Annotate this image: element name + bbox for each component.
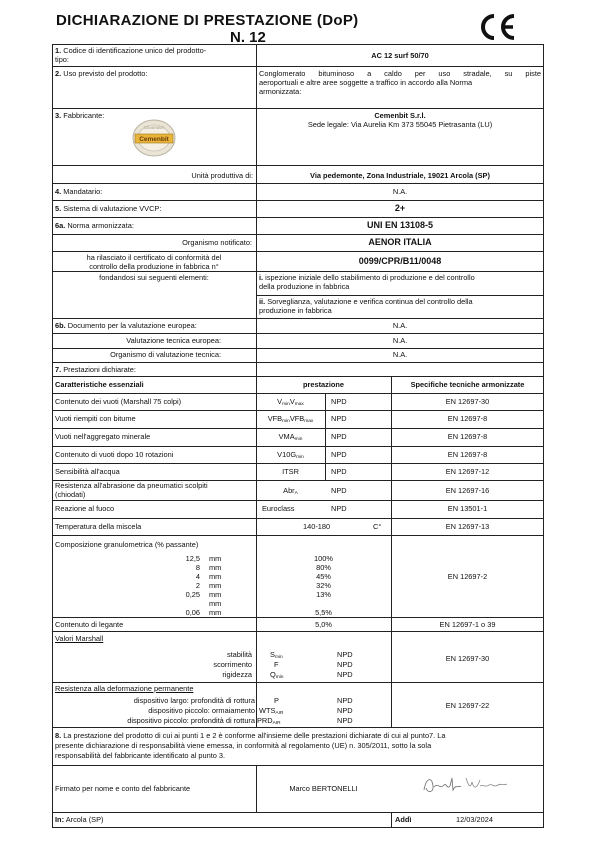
intended-use-line2: aeroportuali e altre aree soggette a traffico in accordo alla Norma xyxy=(259,78,473,87)
manufacturer-name: Cemenbit S.r.l. xyxy=(374,111,426,120)
mandatary-value: N.A. xyxy=(392,187,408,196)
marshall-label: stabilità xyxy=(226,650,252,659)
tab-label: Organismo di valutazione tecnica: xyxy=(110,350,221,359)
notified-body-value: AENOR ITALIA xyxy=(368,237,432,247)
char-value: NPD xyxy=(331,450,347,459)
sieve-unit: mm xyxy=(209,554,222,563)
s3-label: 3. Fabbricante: xyxy=(55,111,105,120)
char-value: NPD xyxy=(331,432,347,441)
char-symbol: $V10G_{min}$ xyxy=(277,450,304,460)
char-value: 140-180 xyxy=(303,522,331,531)
harmonized-standard-value: UNI EN 13108-5 xyxy=(366,220,434,230)
sieve-unit: mm xyxy=(209,563,222,572)
char-name: Vuoti nell'aggregato minerale xyxy=(55,432,151,441)
grading-spec: EN 12697-2 xyxy=(447,572,488,581)
tab-value: N.A. xyxy=(392,350,408,359)
sieve-size: 0,25 xyxy=(185,590,200,599)
svg-text:Cemenbit: Cemenbit xyxy=(139,136,169,143)
marshall-label: scorrimento xyxy=(213,660,252,669)
deformation-symbol: P xyxy=(274,696,279,705)
sieve-unit: mm xyxy=(209,572,222,581)
s8-statement-line3: responsabilità del fabbricante identificato al punto 3. xyxy=(55,751,226,760)
char-spec: EN 12697-8 xyxy=(447,432,488,441)
passing-value: 100% xyxy=(314,554,333,563)
marshall-value: NPD xyxy=(337,660,353,669)
s6b-label: 6b. Documento per la valutazione europea: xyxy=(55,321,197,330)
char-spec: EN 13501-1 xyxy=(447,504,488,513)
char-symbol: Euroclass xyxy=(262,504,295,513)
basis-item-ii-cont: produzione in fabbrica xyxy=(259,306,332,315)
sieve-unit: mm xyxy=(209,590,222,599)
char-spec: EN 12697-12 xyxy=(445,467,490,476)
sieve-unit: mm xyxy=(209,599,222,608)
char-value: NPD xyxy=(331,467,347,476)
marshall-symbol: $Q_{min}$ xyxy=(270,670,284,680)
marshall-title: Valori Marshall xyxy=(55,634,104,643)
sieve-size: 2 xyxy=(195,581,200,590)
char-symbol: $VFB_{min}VFB_{max}$ xyxy=(267,414,314,424)
signatory-name: Marco BERTONELLI xyxy=(289,784,358,793)
sieve-size: 0,06 xyxy=(185,608,200,617)
s2-label: 2. Uso previsto del prodotto: xyxy=(55,69,148,78)
char-symbol: Abr$_A$ xyxy=(283,486,298,496)
column-header-characteristics: Caratteristiche essenziali xyxy=(55,380,144,389)
cemenbit-logo-icon xyxy=(132,119,176,162)
passing-value: 80% xyxy=(316,563,331,572)
s6a-label: 6a. Norma armonizzata: xyxy=(55,221,134,230)
marshall-symbol: F xyxy=(274,660,279,669)
binder-value: 5,0% xyxy=(315,620,332,629)
deformation-symbol: $PRD_{AIR}$ xyxy=(257,716,281,726)
passing-value: 45% xyxy=(316,572,331,581)
deformation-value: NPD xyxy=(337,716,353,725)
char-name-cont: (chiodati) xyxy=(55,490,86,499)
sieve-size: 12,5 xyxy=(185,554,200,563)
marshall-label: rigidezza xyxy=(222,670,252,679)
sieve-size: 8 xyxy=(195,563,200,572)
char-name: Temperatura della miscela xyxy=(55,522,142,531)
char-spec: EN 12697-8 xyxy=(447,450,488,459)
deformation-symbol: $WTS_{AIR}$ xyxy=(259,706,284,716)
production-unit-label: Unità produttiva di: xyxy=(191,171,253,180)
document-number: N. 12 xyxy=(230,29,266,46)
signature-icon xyxy=(420,772,510,803)
passing-value: 5,5% xyxy=(315,608,332,617)
s1-label: 1. Codice di identificazione unico del prodotto- xyxy=(55,46,207,55)
char-name: Contenuto dei vuoti (Marshall 75 colpi) xyxy=(55,397,182,406)
eta-value: N.A. xyxy=(392,336,408,345)
sieve-size: 4 xyxy=(195,572,200,581)
certificate-label-line1: ha rilasciato il certificato di conformità del xyxy=(86,253,222,262)
avcp-system-value: 2+ xyxy=(394,203,406,213)
char-value: NPD xyxy=(331,397,347,406)
certificate-label-line2: controllo della produzione in fabbrica n° xyxy=(89,262,219,271)
manufacturer-address: Sede legale: Via Aurelia Km 373 55045 Pietrasanta (LU) xyxy=(307,120,493,129)
notified-body-label: Organismo notificato: xyxy=(182,238,252,247)
date-value: 12/03/2024 xyxy=(456,815,493,824)
char-spec: EN 12697-8 xyxy=(447,414,488,423)
s1-label-cont: tipo: xyxy=(55,55,69,64)
deformation-spec: EN 12697-22 xyxy=(445,701,490,710)
char-value: NPD xyxy=(331,504,347,513)
binder-label: Contenuto di legante xyxy=(55,620,124,629)
ead-value: N.A. xyxy=(392,321,408,330)
basis-item-ii: ii. Sorveglianza, valutazione e verifica continua del controllo della xyxy=(259,297,473,306)
char-name: Vuoti riempiti con bitume xyxy=(55,414,136,423)
deformation-label: dispositivo piccolo: ormaiamento xyxy=(148,706,255,715)
basis-item-i: i. ispezione iniziale dello stabilimento di produzione e del controllo xyxy=(259,273,475,282)
char-symbol: $VMA_{min}$ xyxy=(278,432,303,442)
char-spec: EN 12697-16 xyxy=(445,486,490,495)
intended-use-line1: Conglomerato bituminoso a caldo per uso stradale, su piste xyxy=(259,69,541,78)
s7-label: 7. Prestazioni dichiarate: xyxy=(55,365,136,374)
basis-item-i-cont: della produzione in fabbrica xyxy=(259,282,350,291)
char-value: NPD xyxy=(331,486,347,495)
deformation-value: NPD xyxy=(337,706,353,715)
char-unit: C° xyxy=(373,522,382,531)
place-field: In: Arcola (SP) xyxy=(55,815,104,824)
s4-label: 4. Mandatario: xyxy=(55,187,103,196)
char-name: Sensibilità all'acqua xyxy=(55,467,120,476)
sieve-unit: mm xyxy=(209,608,222,617)
s5-label: 5. Sistema di valutazione VVCP: xyxy=(55,204,162,213)
marshall-symbol: $S_{min}$ xyxy=(270,650,283,660)
char-spec: EN 12697-30 xyxy=(445,397,490,406)
document-title: DICHIARAZIONE DI PRESTAZIONE (DoP) xyxy=(56,12,359,29)
char-name: Resistenza all'abrasione da pneumatici scolpiti xyxy=(55,481,208,490)
intended-use-line3: armonizzata: xyxy=(259,87,302,96)
deformation-value: NPD xyxy=(337,696,353,705)
sieve-unit: mm xyxy=(209,581,222,590)
column-header-specifications: Specifiche tecniche armonizzate xyxy=(410,380,525,389)
s8-statement-line2: presente dichiarazione di responsabilità viene emessa, in conformità al regolamento (UE) n. 305/2011, sotto la sola xyxy=(55,741,432,750)
signature-label: Firmato per nome e conto del fabbricante xyxy=(55,784,191,793)
marshall-value: NPD xyxy=(337,650,353,659)
char-name: Reazione al fuoco xyxy=(55,504,115,513)
deformation-label: dispositivo largo: profondità di rottura xyxy=(133,696,255,705)
char-symbol: $V_{min}V_{max}$ xyxy=(277,397,304,407)
svg-text:CEMENBIT: CEMENBIT xyxy=(143,125,165,130)
binder-spec: EN 12697-1 o 39 xyxy=(439,620,496,629)
certificate-number: 0099/CPR/B11/0048 xyxy=(358,256,442,266)
char-name: Contenuto di vuoti dopo 10 rotazioni xyxy=(55,450,174,459)
deformation-label: dispositivo piccolo: profondità di rottura xyxy=(127,716,255,725)
s8-statement-line1: 8. La prestazione del prodotto di cui ai punti 1 e 2 è conforme all'insieme delle prestazioni dichiarate di cui al punto7. La xyxy=(55,731,446,740)
column-header-performance: prestazione xyxy=(302,380,345,389)
deformation-title: Resistenza alla deformazione permanente xyxy=(55,684,194,693)
passing-value: 32% xyxy=(316,581,331,590)
basis-label: fondandosi sui seguenti elementi: xyxy=(99,273,209,282)
production-unit-value: Via pedemonte, Zona Industriale, 19021 Arcola (SP) xyxy=(310,171,490,180)
char-symbol: ITSR xyxy=(282,467,299,476)
product-code: AC 12 surf 50/70 xyxy=(371,51,429,60)
char-spec: EN 12697-13 xyxy=(445,522,490,531)
marshall-value: NPD xyxy=(337,670,353,679)
marshall-spec: EN 12697-30 xyxy=(445,654,490,663)
ce-mark-icon xyxy=(476,12,518,47)
passing-value: 13% xyxy=(316,590,331,599)
grading-label: Composizione granulometrica (% passante) xyxy=(55,540,199,549)
date-label: Addì xyxy=(395,815,412,824)
eta-label: Valutazione tecnica europea: xyxy=(126,336,221,345)
char-value: NPD xyxy=(331,414,347,423)
